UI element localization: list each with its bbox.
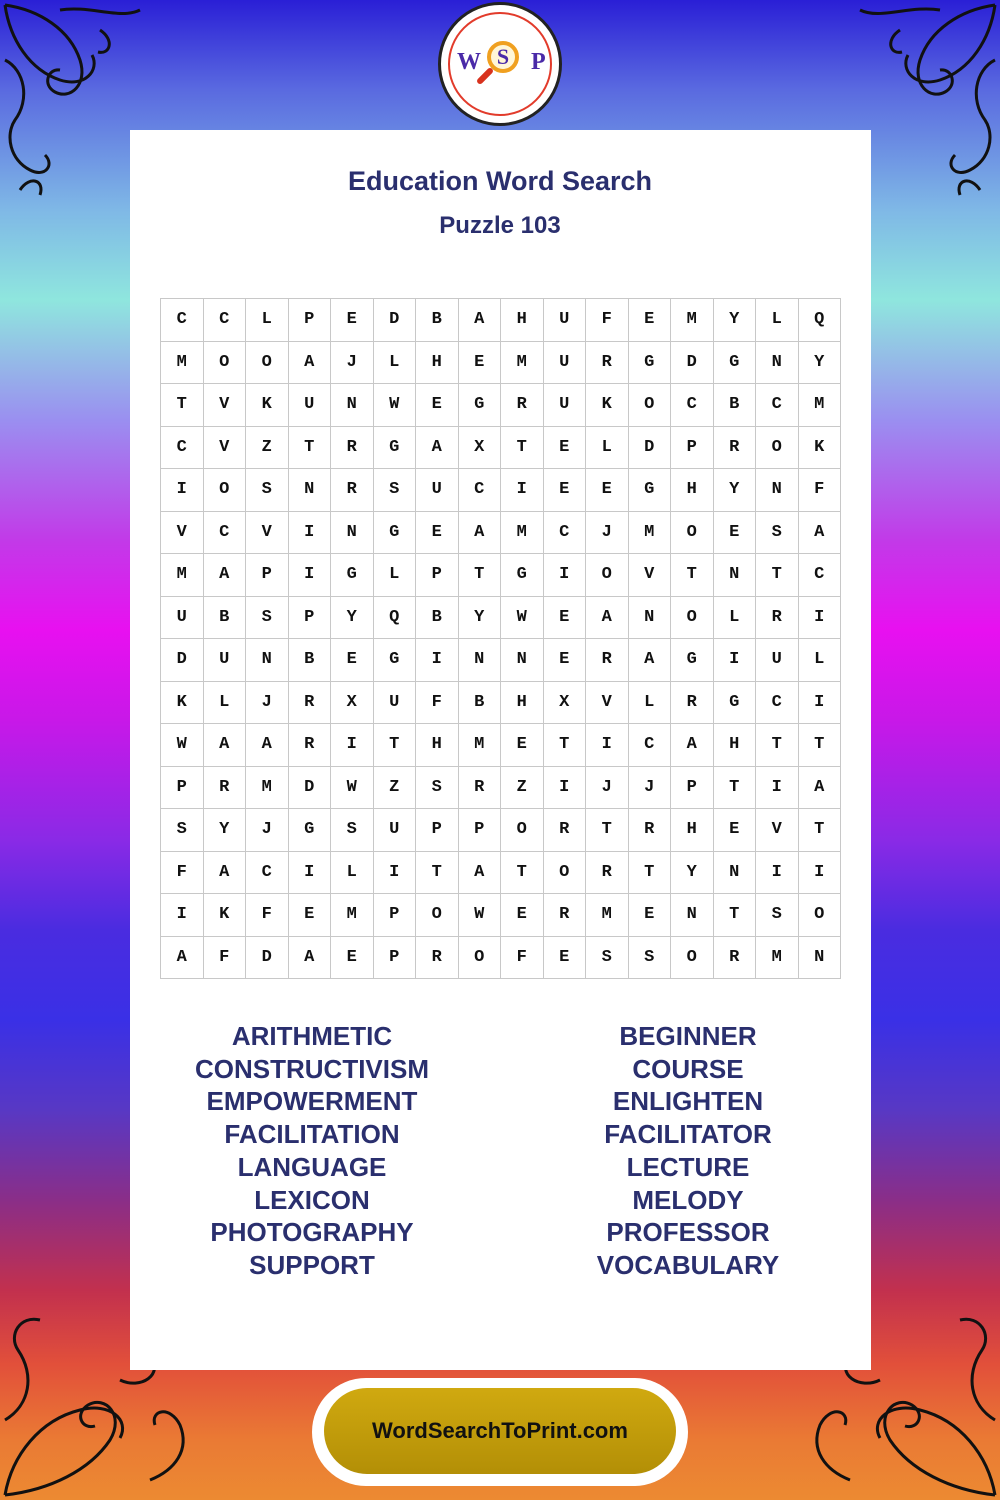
grid-cell[interactable]: H — [416, 724, 459, 767]
grid-cell[interactable]: E — [629, 299, 672, 342]
grid-cell[interactable]: A — [459, 852, 502, 895]
puzzle-number: Puzzle 103 — [439, 212, 561, 239]
grid-cell[interactable]: N — [756, 469, 799, 512]
grid-cell[interactable]: S — [586, 937, 629, 980]
grid-cell[interactable]: T — [459, 554, 502, 597]
grid-cell[interactable]: S — [756, 894, 799, 937]
grid-cell[interactable]: M — [629, 512, 672, 555]
word-list-item: LECTURE — [626, 1151, 750, 1182]
grid-cell[interactable]: A — [459, 299, 502, 342]
word-list-item: ENLIGHTEN — [612, 1086, 764, 1117]
grid-cell[interactable]: I — [544, 767, 587, 810]
grid-cell[interactable]: R — [586, 639, 629, 682]
wsp-logo — [438, 2, 562, 126]
grid-cell[interactable]: A — [204, 852, 247, 895]
grid-cell[interactable]: W — [459, 894, 502, 937]
word-list-item: SUPPORT — [249, 1249, 375, 1280]
grid-cell[interactable]: I — [799, 597, 842, 640]
grid-cell[interactable]: A — [204, 724, 247, 767]
word-list-item: CONSTRUCTIVISM — [195, 1053, 429, 1084]
grid-cell[interactable]: M — [459, 724, 502, 767]
grid-cell[interactable]: A — [629, 639, 672, 682]
grid-cell[interactable]: M — [586, 894, 629, 937]
grid-cell[interactable]: W — [374, 384, 417, 427]
grid-cell[interactable]: E — [331, 937, 374, 980]
grid-cell[interactable]: T — [544, 724, 587, 767]
grid-cell[interactable]: W — [501, 597, 544, 640]
grid-cell[interactable]: X — [459, 427, 502, 470]
grid-cell[interactable]: U — [289, 384, 332, 427]
grid-cell[interactable]: M — [246, 767, 289, 810]
grid-cell[interactable]: I — [799, 682, 842, 725]
grid-cell[interactable]: A — [586, 597, 629, 640]
grid-cell[interactable]: M — [671, 299, 714, 342]
grid-cell[interactable]: R — [714, 937, 757, 980]
grid-cell[interactable]: I — [586, 724, 629, 767]
grid-cell[interactable]: J — [331, 342, 374, 385]
grid-cell[interactable]: R — [331, 469, 374, 512]
grid-cell[interactable]: M — [161, 342, 204, 385]
grid-cell[interactable]: H — [714, 724, 757, 767]
grid-cell[interactable]: V — [204, 384, 247, 427]
grid-cell[interactable]: O — [671, 512, 714, 555]
grid-cell[interactable]: O — [204, 469, 247, 512]
grid-cell[interactable]: P — [671, 427, 714, 470]
grid-cell[interactable]: I — [331, 724, 374, 767]
grid-cell[interactable]: B — [289, 639, 332, 682]
grid-cell[interactable]: L — [799, 639, 842, 682]
letter-grid — [160, 298, 841, 979]
grid-cell[interactable]: B — [459, 682, 502, 725]
grid-cell[interactable]: W — [331, 767, 374, 810]
logo-letter-p: P — [531, 49, 546, 75]
grid-cell[interactable]: K — [586, 384, 629, 427]
grid-cell[interactable]: I — [289, 512, 332, 555]
grid-cell[interactable]: T — [501, 427, 544, 470]
grid-cell[interactable]: C — [204, 299, 247, 342]
grid-cell[interactable]: H — [671, 809, 714, 852]
grid-cell[interactable]: O — [671, 597, 714, 640]
word-list-left — [124, 1020, 500, 1282]
grid-cell[interactable]: N — [246, 639, 289, 682]
grid-cell[interactable]: S — [331, 809, 374, 852]
word-list-item: COURSE — [632, 1053, 744, 1084]
grid-cell[interactable]: I — [756, 767, 799, 810]
word-list-item: PROFESSOR — [606, 1217, 770, 1248]
grid-cell[interactable]: I — [416, 639, 459, 682]
grid-cell[interactable]: G — [671, 639, 714, 682]
grid-cell[interactable]: P — [289, 597, 332, 640]
grid-cell[interactable]: C — [161, 427, 204, 470]
grid-cell[interactable]: P — [246, 554, 289, 597]
grid-cell[interactable]: N — [714, 852, 757, 895]
grid-cell[interactable]: G — [331, 554, 374, 597]
grid-cell[interactable]: T — [714, 767, 757, 810]
grid-cell[interactable]: O — [459, 937, 502, 980]
grid-cell[interactable]: A — [289, 937, 332, 980]
logo-letter-w: W — [457, 49, 481, 75]
grid-cell[interactable]: Z — [374, 767, 417, 810]
grid-cell[interactable]: O — [671, 937, 714, 980]
grid-cell[interactable]: S — [161, 809, 204, 852]
grid-cell[interactable]: O — [246, 342, 289, 385]
grid-cell[interactable]: V — [756, 809, 799, 852]
word-list-item: LANGUAGE — [237, 1151, 387, 1182]
grid-cell[interactable]: P — [161, 767, 204, 810]
grid-cell[interactable]: E — [714, 809, 757, 852]
grid-cell[interactable]: M — [501, 512, 544, 555]
grid-cell[interactable]: R — [629, 809, 672, 852]
grid-cell[interactable]: K — [204, 894, 247, 937]
grid-cell[interactable]: T — [756, 554, 799, 597]
grid-cell[interactable]: L — [246, 299, 289, 342]
grid-cell[interactable]: I — [161, 469, 204, 512]
grid-cell[interactable]: A — [246, 724, 289, 767]
grid-cell[interactable]: T — [756, 724, 799, 767]
grid-cell[interactable]: G — [374, 512, 417, 555]
grid-cell[interactable]: I — [799, 852, 842, 895]
grid-cell[interactable]: U — [544, 384, 587, 427]
grid-cell[interactable]: N — [629, 597, 672, 640]
grid-cell[interactable]: D — [289, 767, 332, 810]
grid-cell[interactable]: E — [416, 512, 459, 555]
grid-cell[interactable]: A — [161, 937, 204, 980]
grid-cell[interactable]: T — [289, 427, 332, 470]
grid-cell[interactable]: L — [714, 597, 757, 640]
word-list-item: BEGINNER — [619, 1021, 757, 1051]
grid-cell[interactable]: R — [756, 597, 799, 640]
grid-cell[interactable]: K — [246, 384, 289, 427]
grid-cell[interactable]: W — [161, 724, 204, 767]
grid-cell[interactable]: T — [586, 809, 629, 852]
grid-cell[interactable]: F — [416, 682, 459, 725]
grid-cell[interactable]: G — [374, 427, 417, 470]
grid-cell[interactable]: R — [714, 427, 757, 470]
grid-cell[interactable]: T — [501, 852, 544, 895]
grid-cell[interactable]: G — [289, 809, 332, 852]
grid-cell[interactable]: J — [586, 512, 629, 555]
word-list-item: VOCABULARY — [596, 1249, 780, 1280]
grid-cell[interactable]: I — [289, 554, 332, 597]
word-list-item: MELODY — [632, 1184, 744, 1215]
grid-cell[interactable]: C — [544, 512, 587, 555]
grid-cell[interactable]: E — [501, 724, 544, 767]
grid-cell[interactable]: O — [501, 809, 544, 852]
grid-cell[interactable]: P — [374, 894, 417, 937]
grid-cell[interactable]: E — [289, 894, 332, 937]
grid-cell[interactable]: M — [331, 894, 374, 937]
grid-cell[interactable]: I — [289, 852, 332, 895]
grid-cell[interactable]: G — [629, 342, 672, 385]
grid-cell[interactable]: L — [204, 682, 247, 725]
grid-cell[interactable]: N — [714, 554, 757, 597]
grid-cell[interactable]: O — [799, 894, 842, 937]
grid-cell[interactable]: P — [459, 809, 502, 852]
word-list-right — [500, 1020, 876, 1282]
word-list-item: ARITHMETIC — [231, 1021, 393, 1051]
grid-cell[interactable]: R — [544, 809, 587, 852]
grid-cell[interactable]: X — [544, 682, 587, 725]
grid-cell[interactable]: U — [416, 469, 459, 512]
grid-cell[interactable]: U — [204, 639, 247, 682]
grid-cell[interactable]: R — [671, 682, 714, 725]
grid-cell[interactable]: E — [544, 639, 587, 682]
grid-cell[interactable]: Y — [671, 852, 714, 895]
grid-cell[interactable]: R — [289, 724, 332, 767]
grid-cell[interactable]: M — [756, 937, 799, 980]
grid-cell[interactable]: L — [331, 852, 374, 895]
grid-cell[interactable]: D — [161, 639, 204, 682]
grid-cell[interactable]: H — [671, 469, 714, 512]
grid-cell[interactable]: V — [204, 427, 247, 470]
grid-cell[interactable]: E — [331, 299, 374, 342]
grid-cell[interactable]: C — [671, 384, 714, 427]
grid-cell[interactable]: T — [629, 852, 672, 895]
grid-cell[interactable]: S — [246, 469, 289, 512]
grid-cell[interactable]: T — [714, 894, 757, 937]
grid-cell[interactable]: S — [246, 597, 289, 640]
grid-cell[interactable]: Y — [331, 597, 374, 640]
grid-cell[interactable]: A — [799, 767, 842, 810]
grid-cell[interactable]: T — [799, 724, 842, 767]
grid-cell[interactable]: O — [416, 894, 459, 937]
grid-cell[interactable]: L — [374, 554, 417, 597]
grid-cell[interactable]: N — [331, 512, 374, 555]
grid-cell[interactable]: I — [501, 469, 544, 512]
grid-cell[interactable]: Z — [246, 427, 289, 470]
grid-cell[interactable]: C — [204, 512, 247, 555]
grid-cell[interactable]: V — [161, 512, 204, 555]
grid-cell[interactable]: R — [501, 384, 544, 427]
grid-cell[interactable]: E — [501, 894, 544, 937]
grid-cell[interactable]: E — [331, 639, 374, 682]
grid-cell[interactable]: I — [161, 894, 204, 937]
grid-cell[interactable]: H — [416, 342, 459, 385]
grid-cell[interactable]: G — [714, 682, 757, 725]
grid-cell[interactable]: C — [629, 724, 672, 767]
grid-cell[interactable]: B — [416, 597, 459, 640]
grid-cell[interactable]: C — [756, 682, 799, 725]
grid-cell[interactable]: B — [714, 384, 757, 427]
grid-cell[interactable]: G — [714, 342, 757, 385]
site-link[interactable]: WordSearchToPrint.com — [324, 1388, 676, 1474]
grid-cell[interactable]: R — [331, 427, 374, 470]
grid-cell[interactable]: E — [544, 597, 587, 640]
grid-cell[interactable]: N — [459, 639, 502, 682]
grid-cell[interactable]: E — [544, 427, 587, 470]
site-badge[interactable] — [312, 1378, 688, 1486]
grid-cell[interactable]: R — [586, 342, 629, 385]
grid-cell[interactable]: E — [714, 512, 757, 555]
grid-cell[interactable]: T — [374, 724, 417, 767]
grid-cell[interactable]: T — [799, 809, 842, 852]
grid-cell[interactable]: U — [161, 597, 204, 640]
grid-cell[interactable]: A — [799, 512, 842, 555]
grid-cell[interactable]: C — [246, 852, 289, 895]
grid-cell[interactable]: O — [586, 554, 629, 597]
grid-cell[interactable]: D — [671, 342, 714, 385]
grid-cell[interactable]: C — [799, 554, 842, 597]
grid-cell[interactable]: N — [756, 342, 799, 385]
grid-cell[interactable]: Y — [204, 809, 247, 852]
grid-cell[interactable]: O — [544, 852, 587, 895]
grid-cell[interactable]: P — [416, 554, 459, 597]
grid-cell[interactable]: G — [501, 554, 544, 597]
grid-cell[interactable]: M — [161, 554, 204, 597]
grid-cell[interactable]: S — [416, 767, 459, 810]
grid-cell[interactable]: I — [714, 639, 757, 682]
grid-cell[interactable]: Y — [459, 597, 502, 640]
grid-cell[interactable]: S — [629, 937, 672, 980]
word-list-item: FACILITATION — [224, 1119, 400, 1150]
grid-cell[interactable]: S — [756, 512, 799, 555]
word-list-item: FACILITATOR — [604, 1119, 772, 1150]
grid-cell[interactable]: P — [289, 299, 332, 342]
grid-cell[interactable]: O — [629, 384, 672, 427]
grid-cell[interactable]: F — [246, 894, 289, 937]
grid-cell[interactable]: K — [799, 427, 842, 470]
grid-cell[interactable]: N — [331, 384, 374, 427]
grid-cell[interactable]: B — [416, 299, 459, 342]
grid-cell[interactable]: N — [671, 894, 714, 937]
grid-cell[interactable]: F — [161, 852, 204, 895]
grid-cell[interactable]: J — [246, 809, 289, 852]
grid-cell[interactable]: L — [756, 299, 799, 342]
grid-cell[interactable]: G — [629, 469, 672, 512]
grid-cell[interactable]: A — [459, 512, 502, 555]
grid-cell[interactable]: Y — [799, 342, 842, 385]
grid-cell[interactable]: F — [799, 469, 842, 512]
grid-cell[interactable]: C — [459, 469, 502, 512]
grid-cell[interactable]: G — [374, 639, 417, 682]
grid-cell[interactable]: F — [586, 299, 629, 342]
grid-cell[interactable]: A — [416, 427, 459, 470]
grid-cell[interactable]: M — [501, 342, 544, 385]
word-list-item: LEXICON — [254, 1184, 370, 1215]
grid-cell[interactable]: E — [544, 937, 587, 980]
grid-cell[interactable]: L — [586, 427, 629, 470]
grid-cell[interactable]: A — [289, 342, 332, 385]
grid-cell[interactable]: P — [416, 809, 459, 852]
grid-cell[interactable]: M — [799, 384, 842, 427]
grid-cell[interactable]: V — [629, 554, 672, 597]
grid-cell[interactable]: H — [501, 299, 544, 342]
grid-cell[interactable]: O — [756, 427, 799, 470]
grid-cell[interactable]: E — [586, 469, 629, 512]
grid-cell[interactable]: Y — [714, 299, 757, 342]
grid-cell[interactable]: G — [459, 384, 502, 427]
grid-cell[interactable]: N — [501, 639, 544, 682]
grid-cell[interactable]: R — [544, 894, 587, 937]
grid-cell[interactable]: R — [586, 852, 629, 895]
grid-cell[interactable]: P — [374, 937, 417, 980]
grid-cell[interactable]: F — [501, 937, 544, 980]
page-title: Education Word Search — [347, 166, 653, 196]
grid-cell[interactable]: Z — [501, 767, 544, 810]
grid-cell[interactable]: D — [246, 937, 289, 980]
grid-cell[interactable]: A — [671, 724, 714, 767]
grid-cell[interactable]: U — [374, 682, 417, 725]
grid-cell[interactable]: U — [544, 342, 587, 385]
grid-cell[interactable]: N — [289, 469, 332, 512]
word-list-item: PHOTOGRAPHY — [210, 1217, 414, 1248]
grid-cell[interactable]: I — [756, 852, 799, 895]
grid-cell[interactable]: L — [629, 682, 672, 725]
grid-cell[interactable]: F — [204, 937, 247, 980]
grid-cell[interactable]: A — [204, 554, 247, 597]
grid-cell[interactable]: O — [204, 342, 247, 385]
grid-cell[interactable]: U — [756, 639, 799, 682]
grid-cell[interactable]: V — [246, 512, 289, 555]
grid-cell[interactable]: C — [161, 299, 204, 342]
grid-cell[interactable]: Q — [799, 299, 842, 342]
grid-cell[interactable]: X — [331, 682, 374, 725]
grid-cell[interactable]: E — [459, 342, 502, 385]
grid-cell[interactable]: J — [246, 682, 289, 725]
grid-cell[interactable]: T — [416, 852, 459, 895]
grid-cell[interactable]: I — [544, 554, 587, 597]
grid-cell[interactable]: B — [204, 597, 247, 640]
grid-cell[interactable]: U — [544, 299, 587, 342]
grid-cell[interactable]: E — [629, 894, 672, 937]
grid-cell[interactable]: P — [671, 767, 714, 810]
grid-cell[interactable]: K — [161, 682, 204, 725]
grid-cell[interactable]: I — [374, 852, 417, 895]
grid-cell[interactable]: E — [416, 384, 459, 427]
grid-cell[interactable]: D — [374, 299, 417, 342]
grid-cell[interactable]: U — [374, 809, 417, 852]
grid-cell[interactable]: Y — [714, 469, 757, 512]
grid-cell[interactable]: R — [459, 767, 502, 810]
grid-cell[interactable]: T — [161, 384, 204, 427]
grid-cell[interactable]: T — [671, 554, 714, 597]
grid-cell[interactable]: V — [586, 682, 629, 725]
grid-cell[interactable]: C — [756, 384, 799, 427]
grid-cell[interactable]: Q — [374, 597, 417, 640]
grid-cell[interactable]: D — [629, 427, 672, 470]
grid-cell[interactable]: S — [374, 469, 417, 512]
word-list-item: EMPOWERMENT — [206, 1086, 418, 1117]
grid-cell[interactable]: R — [416, 937, 459, 980]
grid-cell[interactable]: E — [544, 469, 587, 512]
grid-cell[interactable]: L — [374, 342, 417, 385]
grid-cell[interactable]: H — [501, 682, 544, 725]
grid-cell[interactable]: J — [586, 767, 629, 810]
grid-cell[interactable]: J — [629, 767, 672, 810]
logo-letter-s: S — [496, 44, 510, 69]
grid-cell[interactable]: N — [799, 937, 842, 980]
grid-cell[interactable]: R — [204, 767, 247, 810]
grid-cell[interactable]: R — [289, 682, 332, 725]
